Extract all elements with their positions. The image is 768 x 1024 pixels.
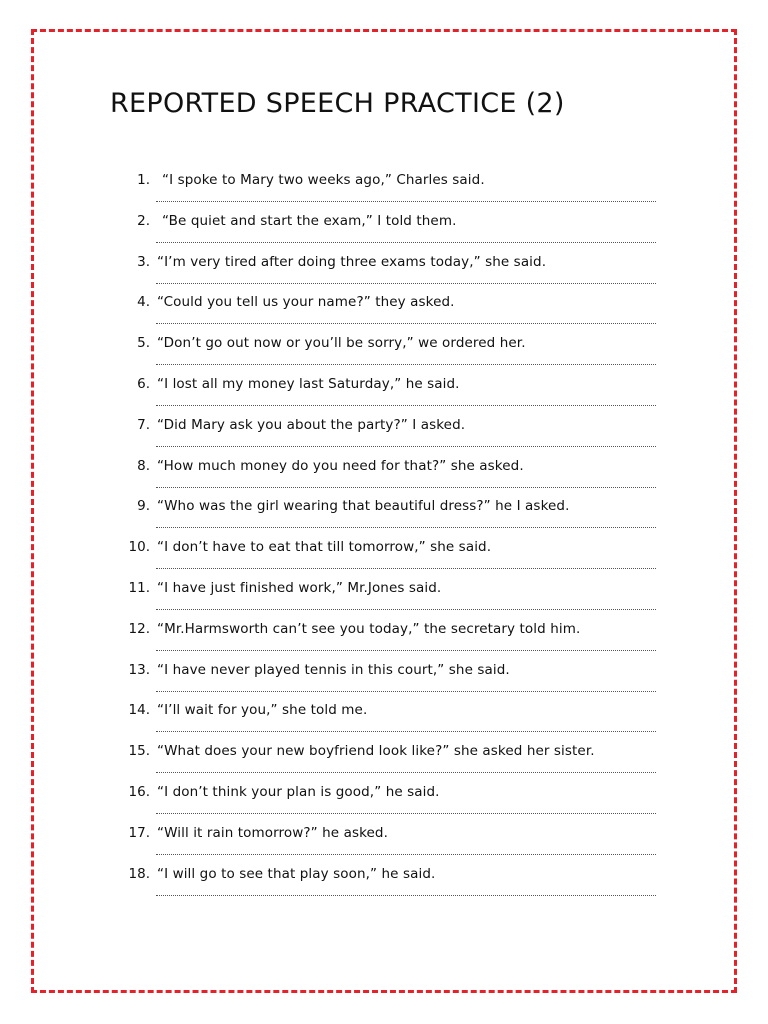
exercise-number: 13. [128, 661, 150, 678]
exercise-item [0, 456, 768, 497]
answer-line[interactable] [156, 568, 656, 569]
exercise-sentence: “What does your new boyfriend look like?” she asked her sister. [157, 743, 595, 760]
exercise-item [0, 741, 768, 782]
answer-line[interactable] [156, 609, 656, 610]
exercise-sentence: “I don’t think your plan is good,” he said. [157, 783, 440, 800]
exercise-number: 5. [137, 335, 150, 352]
exercise-number: 14. [128, 702, 150, 719]
exercise-number: 7. [137, 416, 150, 433]
exercise-item [0, 415, 768, 456]
exercise-item [0, 292, 768, 333]
exercise-sentence: “Be quiet and start the exam,” I told them. [162, 212, 457, 229]
exercise-number: 15. [128, 743, 150, 760]
exercise-number: 2. [137, 212, 150, 229]
answer-line[interactable] [156, 283, 656, 284]
exercise-item [0, 211, 768, 252]
exercise-sentence: “Mr.Harmsworth can’t see you today,” the secretary told him. [157, 620, 581, 637]
exercise-list [0, 170, 768, 904]
exercise-sentence: “I have never played tennis in this court,” she said. [157, 661, 510, 678]
exercise-sentence: “I lost all my money last Saturday,” he said. [157, 375, 460, 392]
exercise-number: 11. [128, 579, 150, 596]
exercise-item [0, 782, 768, 823]
exercise-item [0, 170, 768, 211]
exercise-number: 1. [137, 172, 150, 188]
exercise-item [0, 864, 768, 905]
answer-line[interactable] [156, 405, 656, 406]
exercise-sentence: “I will go to see that play soon,” he said. [157, 865, 436, 882]
answer-line[interactable] [156, 242, 656, 243]
exercise-sentence: “I spoke to Mary two weeks ago,” Charles said. [162, 172, 485, 188]
exercise-number: 3. [137, 253, 150, 270]
answer-line[interactable] [156, 364, 656, 365]
exercise-item [0, 619, 768, 660]
exercise-item [0, 660, 768, 701]
exercise-number: 16. [128, 783, 150, 800]
exercise-sentence: “Could you tell us your name?” they asked. [157, 294, 455, 311]
answer-line[interactable] [156, 487, 656, 488]
answer-line[interactable] [156, 895, 656, 896]
answer-line[interactable] [156, 446, 656, 447]
answer-line[interactable] [156, 691, 656, 692]
answer-line[interactable] [156, 813, 656, 814]
answer-line[interactable] [156, 201, 656, 202]
exercise-number: 17. [128, 824, 150, 841]
answer-line[interactable] [156, 731, 656, 732]
exercise-sentence: “Did Mary ask you about the party?” I asked. [157, 416, 466, 433]
exercise-number: 10. [128, 539, 150, 556]
exercise-item [0, 496, 768, 537]
exercise-number: 18. [128, 865, 150, 882]
exercise-number: 8. [137, 457, 150, 474]
exercise-sentence: “I don’t have to eat that till tomorrow,” she said. [157, 539, 492, 556]
exercise-item [0, 333, 768, 374]
exercise-sentence: “How much money do you need for that?” she asked. [157, 457, 524, 474]
exercise-number: 6. [137, 375, 150, 392]
exercise-sentence: “Don’t go out now or you’ll be sorry,” we ordered her. [157, 335, 526, 352]
exercise-sentence: “I have just finished work,” Mr.Jones said. [157, 579, 442, 596]
page-title: REPORTED SPEECH PRACTICE (2) [110, 88, 565, 119]
exercise-item [0, 578, 768, 619]
exercise-number: 4. [137, 294, 150, 311]
exercise-item [0, 537, 768, 578]
exercise-sentence: “I’m very tired after doing three exams today,” she said. [157, 253, 547, 270]
exercise-number: 12. [128, 620, 150, 637]
answer-line[interactable] [156, 527, 656, 528]
exercise-sentence: “I’ll wait for you,” she told me. [157, 702, 368, 719]
answer-line[interactable] [156, 650, 656, 651]
exercise-item [0, 252, 768, 293]
answer-line[interactable] [156, 854, 656, 855]
exercise-item [0, 700, 768, 741]
answer-line[interactable] [156, 772, 656, 773]
exercise-sentence: “Will it rain tomorrow?” he asked. [157, 824, 388, 841]
exercise-item [0, 374, 768, 415]
exercise-sentence: “Who was the girl wearing that beautiful dress?” he I asked. [157, 498, 570, 515]
exercise-item [0, 823, 768, 864]
answer-line[interactable] [156, 323, 656, 324]
exercise-number: 9. [137, 498, 150, 515]
